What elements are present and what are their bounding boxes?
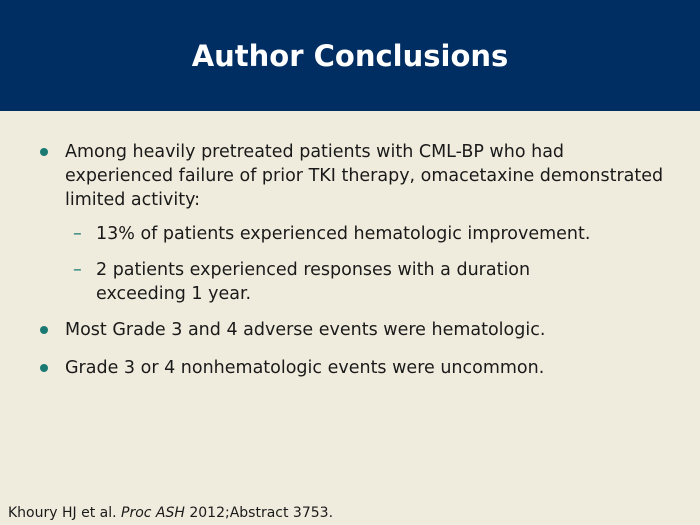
bullet-dot-icon [40,326,48,334]
slide-body [0,140,700,380]
bullet-item [0,318,700,342]
bullet-dot-icon [40,148,48,156]
bullet-item [0,140,700,212]
sub-bullet-text: 2 patients experienced responses with a duration exceeding 1 year. [96,260,531,304]
bullet-item [0,356,700,380]
citation [8,504,333,522]
title-banner [0,0,700,111]
slide-title: Author Conclusions [191,39,509,73]
bullet-text: Most Grade 3 and 4 adverse events were hematologic. [65,320,546,340]
bullet-text: Among heavily pretreated patients with CML-BP who had experienced failure of prior TKI therapy, omacetaxine demonstrated limited activity: [65,142,664,210]
sub-bullet-item [0,222,700,246]
bullet-dot-icon [40,364,48,372]
sub-bullet-item [0,258,626,306]
dash-icon: – [73,224,82,244]
bullet-text: Grade 3 or 4 nonhematologic events were uncommon. [65,358,545,378]
dash-icon: – [73,260,82,280]
citation-journal: Proc ASH [121,505,185,521]
citation-authors: Khoury HJ et al. [8,505,122,521]
sub-bullet-text: 13% of patients experienced hematologic improvement. [96,224,591,244]
citation-details: 2012;Abstract 3753. [184,505,334,521]
